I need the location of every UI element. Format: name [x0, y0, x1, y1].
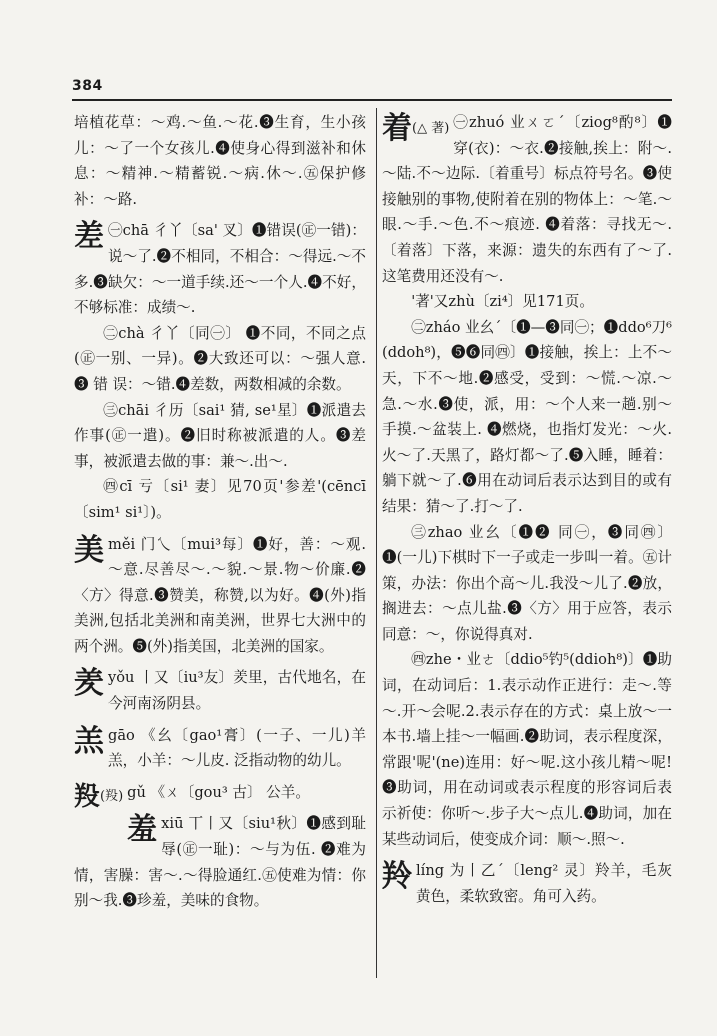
definition: gǔ 《ㄨ〔gou³ 古〕 公羊。 — [127, 783, 310, 801]
sense: ㊁chà 彳丫〔同㊀〕 ❶不同，不同之点(㊣一别、一异)。❷大致还可以：～强人意. ❸ 错 误：～错.❹差数，两数相减的余数。 — [74, 324, 366, 393]
right-column — [382, 110, 672, 909]
variant-form: (羖) — [100, 788, 124, 804]
headword: 羔 — [74, 723, 104, 759]
cross-reference: '著'又zhù〔zi⁴〕见171页。 — [411, 293, 594, 311]
headword: 美 — [74, 532, 104, 568]
entry-zhuo — [382, 110, 672, 852]
entry-gu — [74, 780, 366, 812]
headword: 羚 — [382, 859, 412, 895]
headword: 差 — [74, 219, 104, 255]
definition: měi 门乀〔mui³每〕❶好，善：～观.～意.尽善尽～.～貌.～景.物～价廉.❷〈方〉得意.❸赞美，称赞,以为好。❹(外)指美洲,包括北美洲和南美洲，世界七大洲中的两个洲。❺(外)指美国，北美洲的国家。 — [74, 535, 366, 655]
entry-ling — [382, 858, 672, 909]
entry-xiu — [74, 811, 366, 913]
definition: líng 为丨乙ˊ〔leng² 灵〕羚羊，毛灰黄色，柔软致密。角可入药。 — [416, 862, 672, 905]
sense: ㊃zhe・业ㄜ〔ddio⁵钓⁵(ddioh⁸)〕❶助词，在动词后：1.表示动作正进行：走～.等～.开～会呢.2.表示存在的方式：桌上放～一本书.墙上挂～一幅画.❷助词，表示程度深，常跟'呢'(ne)连用：好～呢.这小孩儿精～呢! ❸助词，用在动词或表示程度的形容词后表示祈使：你听～.步子大～点儿.❹助词，加在某些动词后，使变成介词：顺～.照～. — [382, 651, 672, 848]
definition: gāo 《幺〔gao¹膏〕(一子、一儿)羊羔，小羊：～儿皮. 泛指动物的幼儿。 — [108, 726, 366, 770]
definition: xiū 丅丨又〔siu¹秋〕❶感到耻辱(㊣一耻)：～与为伍. ❷难为情，害臊：害～.～得脸通红.㊄使难为情：你别～我.❸珍羞，美味的食物。 — [74, 815, 366, 910]
entry-cha — [74, 218, 366, 525]
entry-continuation: 培植花草：～鸡.～鱼.～花.❸生育，生小孩儿：～了一个女孩儿.❹使身心得到滋补和休息：～精神.～精蓄锐.～病.休～.㊄保护修补：～路. — [74, 114, 366, 208]
entry-mei — [74, 532, 366, 660]
left-column — [74, 110, 366, 914]
headword-char: 羖 — [74, 781, 101, 812]
sense: ㊀zhuó 业ㄨㄛˊ〔ziog⁸酌⁸〕❶穿(衣)：～衣.❷接触,挨上：附～.～陆.不～边际.〔着重号〕标点符号名。❸使接触别的事物,使附着在别的物体上：～笔.～眼.～手.～色.不～痕迹. ❹着落：寻找无～.〔着落〕下落，来源：遗失的东西有了～了.这笔费用还没有～. — [382, 114, 672, 285]
sense: ㊁zháo 业幺ˊ〔❶—❸同㊀；❶ddo⁶刀⁶ (ddoh⁸)，❺❻同㊃〕❶接触，挨上：上不～天，下不～地.❷感受，受到：～慌.～凉.～急.～水.❸使，派，用：～个人来一趟.别～手摸.～盆装上. ❹燃烧，也指灯发光：～火.火～了.天黑了，路灯都～了.❺入睡，睡着：躺下就～了.❻用在动词后表示达到目的或有结果：猜～了.打～了. — [382, 318, 672, 515]
entry-gao — [74, 723, 366, 774]
headword — [74, 782, 123, 812]
page-number: 384 — [72, 78, 103, 94]
sense: ㊃cī 亏〔si¹ 妻〕见70页'参差'(cēncī〔sim¹ si¹〕)。 — [74, 478, 366, 521]
headword — [382, 112, 449, 146]
column-divider — [376, 108, 377, 978]
headword: 羑 — [74, 666, 104, 702]
sense: ㊂chāi 彳历〔sai¹ 猜, se¹星〕❶派遣去作事(㊣一遣)。❷旧时称被派遣的人。❸差事，被派遣去做的事：兼～.出～. — [74, 401, 366, 470]
headword: 羞 — [127, 812, 158, 848]
headword-char: 着 — [382, 111, 412, 146]
variant-form: (△ 著) — [412, 121, 450, 136]
sense: ㊂zhao 业幺〔❶❷ 同㊀，❸同㊃〕❶(一儿)下棋时下一子或走一步叫一着。㊄计策，办法：你出个高～儿.我没～儿了.❷放，搁进去：～点儿盐.❸〈方〉用于应答，表示同意：～，你说得真对. — [382, 523, 672, 643]
sense: ㊀chā 彳丫〔sa' 叉〕❶错误(㊣一错)：说～了.❷不相同，不相合：～得远.～不多.❸缺欠：～一道手续.还～一个人.❹不好，不够标准：成绩～. — [74, 222, 366, 317]
entry-you — [74, 665, 366, 716]
header-rule — [72, 99, 672, 101]
definition: yǒu 丨又〔iu³友〕羑里，古代地名，在今河南汤阴县。 — [108, 669, 366, 713]
